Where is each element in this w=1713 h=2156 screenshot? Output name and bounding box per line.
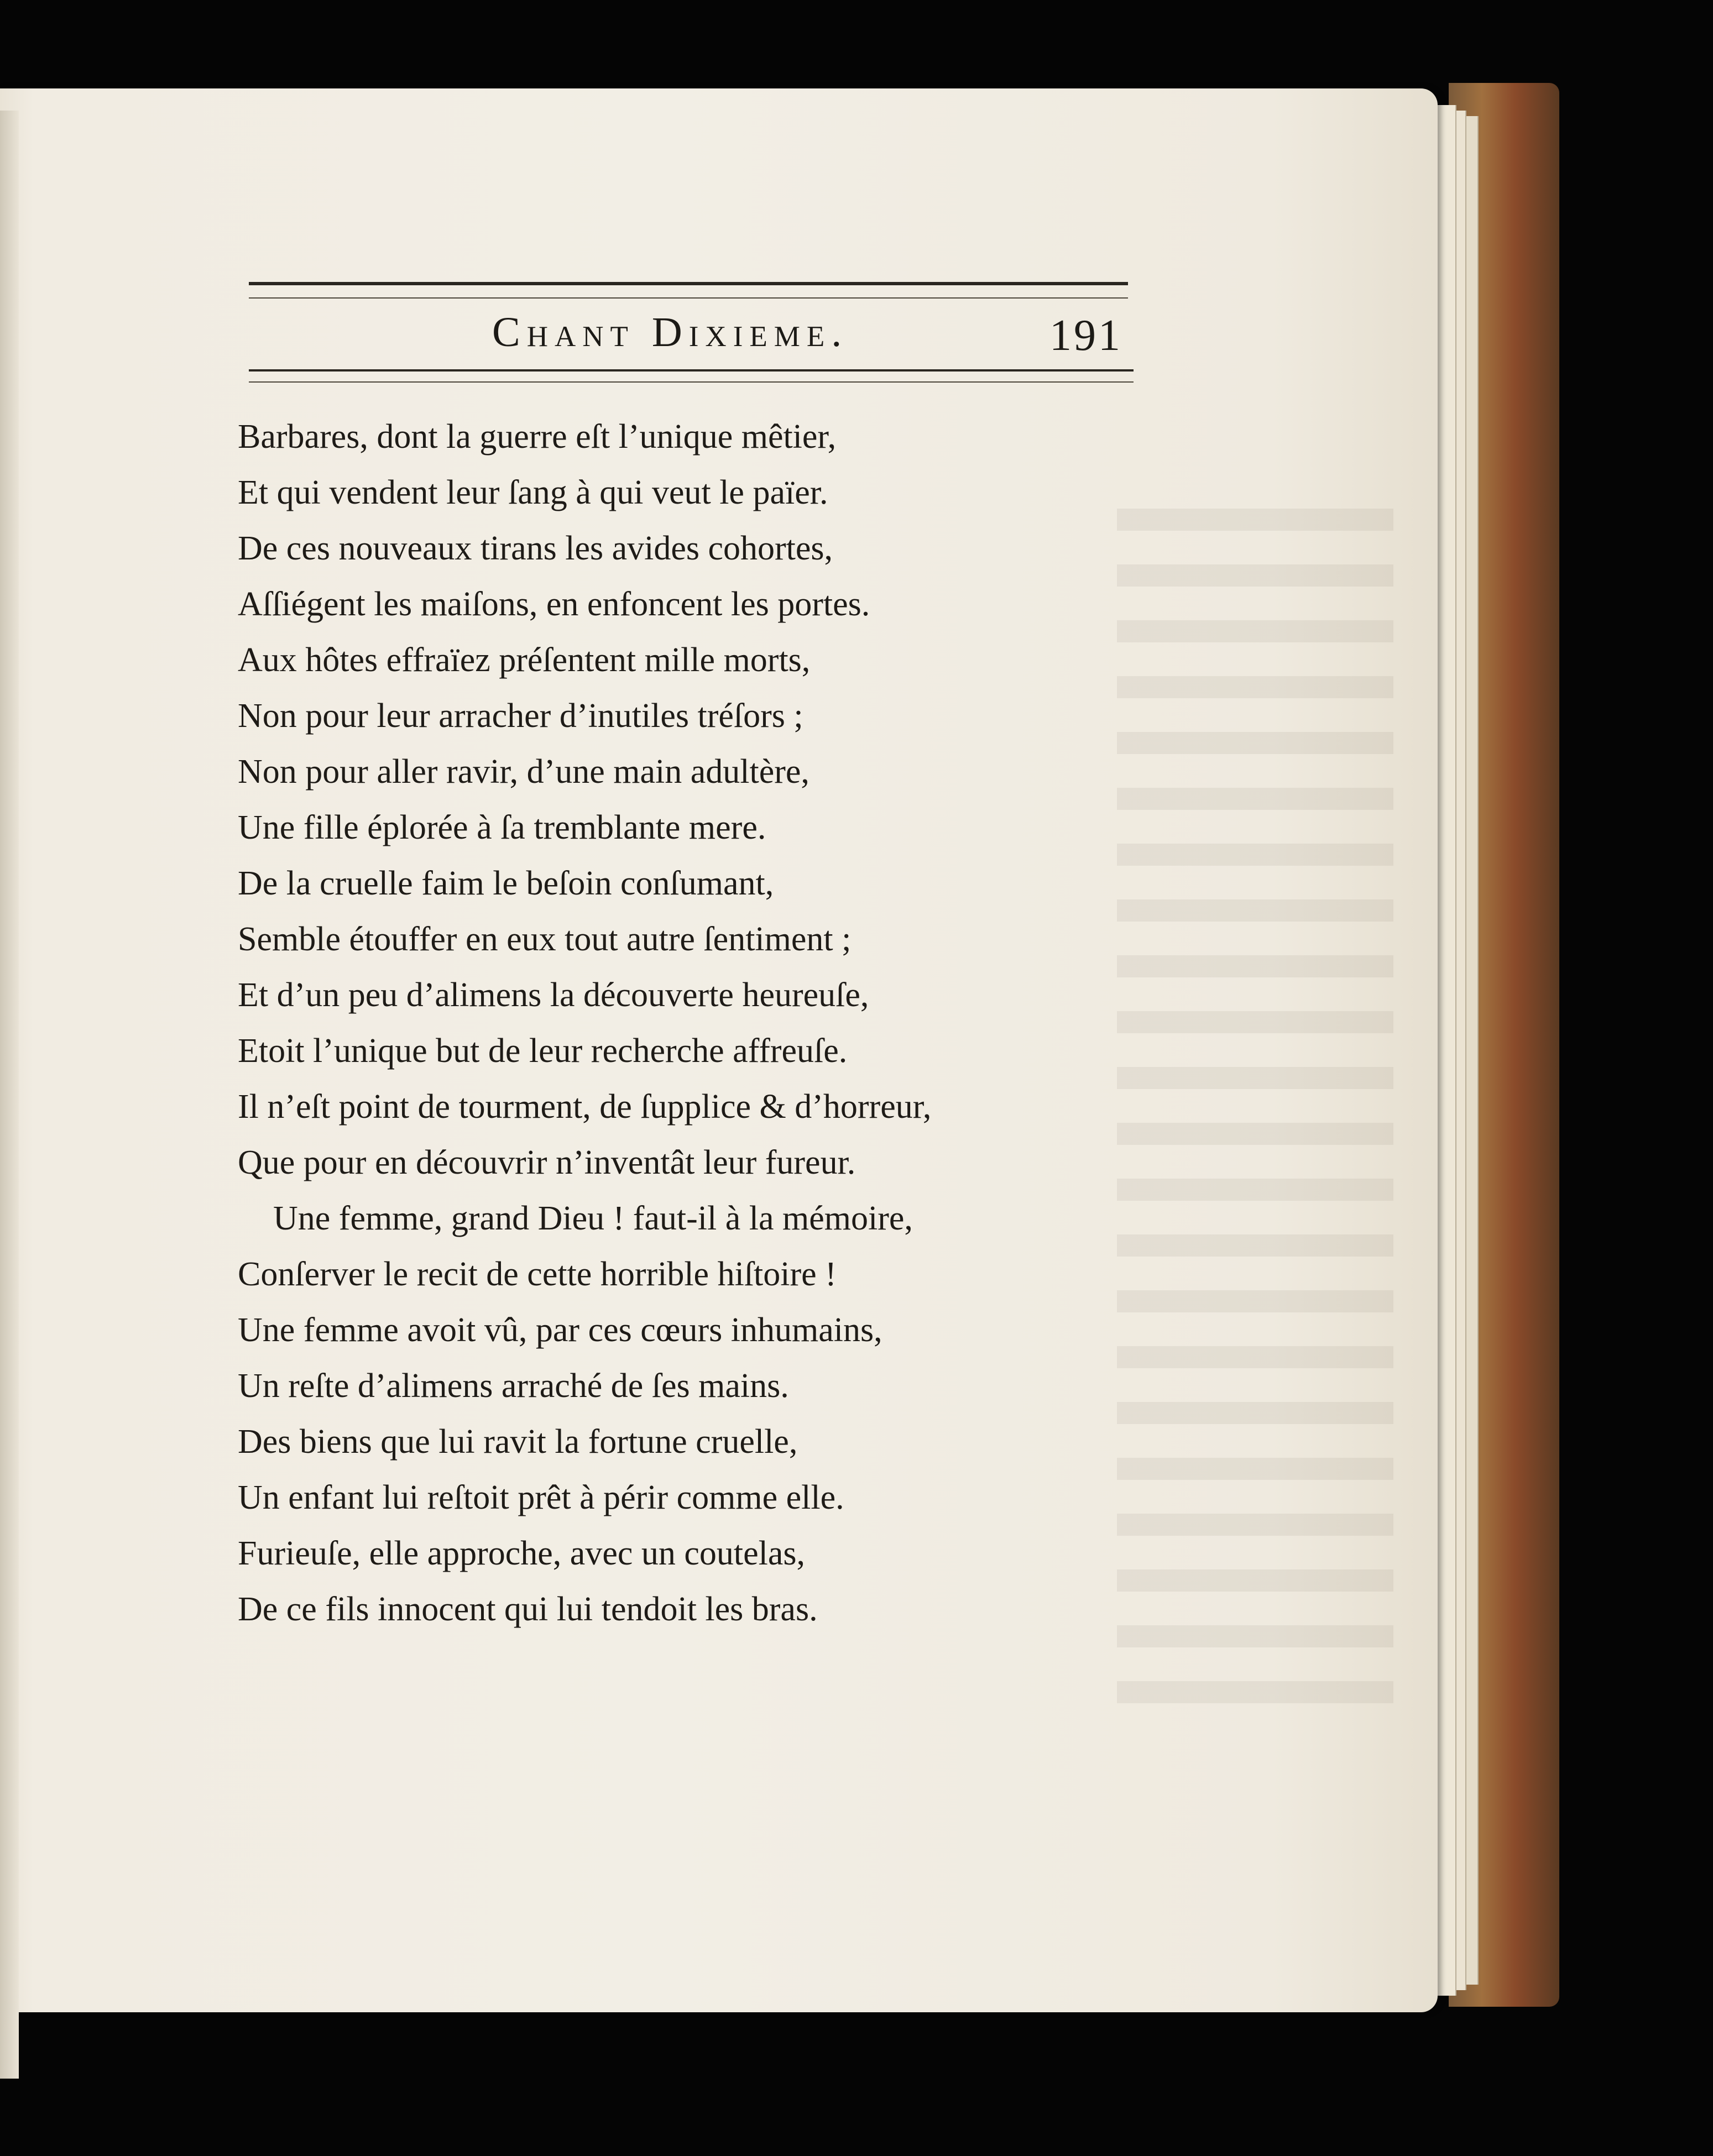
verse-line: De ces nouveaux tirans les avides cohortes, bbox=[238, 530, 833, 567]
verse-line: Semble étouffer en eux tout autre ſentiment ; bbox=[238, 920, 852, 958]
verse-line: Une fille éplorée à ſa tremblante mere. bbox=[238, 809, 766, 846]
header-rule-top bbox=[249, 282, 1128, 285]
verse-line: Non pour aller ravir, d’une main adultère, bbox=[238, 753, 810, 791]
verse-line: Aux hôtes effraïez préſentent mille morts, bbox=[238, 641, 811, 679]
running-title: Chant Dixieme. bbox=[492, 309, 849, 355]
page-number: 191 bbox=[1049, 311, 1122, 360]
page-header bbox=[249, 282, 1128, 393]
verse-line: Furieuſe, elle approche, avec un coutelas, bbox=[238, 1535, 805, 1572]
poem-text bbox=[238, 409, 1122, 1637]
verse-line: Barbares, dont la guerre eſt l’unique mêtier, bbox=[238, 418, 837, 456]
header-rule-bottom bbox=[249, 369, 1134, 371]
verse-line: Que pour en découvrir n’inventât leur fureur. bbox=[238, 1144, 856, 1181]
verse-line: Un enfant lui reſtoit prêt à périr comme elle. bbox=[238, 1479, 844, 1516]
header-rule-top-thin bbox=[249, 297, 1128, 299]
verse-line: Il n’eſt point de tourment, de ſupplice & d’horreur, bbox=[238, 1088, 932, 1126]
page-gutter bbox=[0, 111, 19, 2079]
verse-line: Des biens que lui ravit la fortune cruelle, bbox=[238, 1423, 798, 1461]
verse-line: Etoit l’unique but de leur recherche affreuſe. bbox=[238, 1032, 848, 1070]
verse-line-indented: Une femme, grand Dieu ! faut-il à la mémoire, bbox=[273, 1200, 913, 1237]
verse-line: Aſſiégent les maiſons, en enfoncent les portes. bbox=[238, 585, 870, 623]
verse-line: Non pour leur arracher d’inutiles tréſors ; bbox=[238, 697, 803, 735]
verse-line: Et qui vendent leur ſang à qui veut le païer. bbox=[238, 474, 828, 511]
verse-line: Et d’un peu d’alimens la découverte heureuſe, bbox=[238, 976, 869, 1014]
show-through-text bbox=[1117, 509, 1393, 1725]
verse-line: De ce fils innocent qui lui tendoit les bras. bbox=[238, 1590, 818, 1628]
verse-line: Une femme avoit vû, par ces cœurs inhumains, bbox=[238, 1311, 882, 1349]
header-rule-bottom-thin bbox=[249, 381, 1134, 383]
verse-line: De la cruelle faim le beſoin conſumant, bbox=[238, 865, 774, 902]
verse-line: Conſerver le recit de cette horrible hiſtoire ! bbox=[238, 1255, 837, 1293]
verse-line: Un reſte d’alimens arraché de ſes mains. bbox=[238, 1367, 789, 1405]
